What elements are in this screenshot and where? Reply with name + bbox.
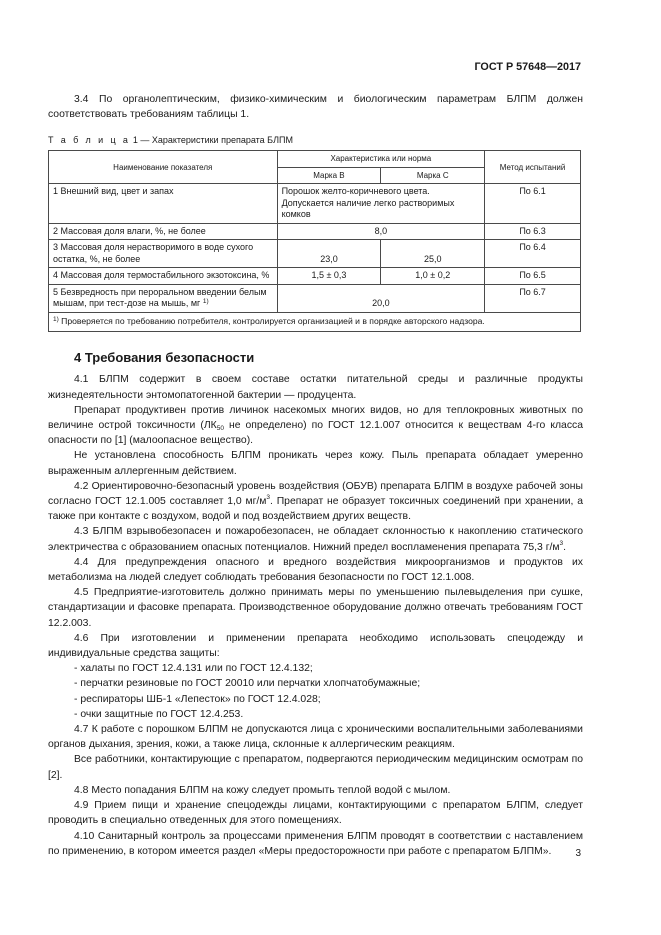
row-name <box>49 284 278 312</box>
paragraph-4-5: 4.5 Предприятие-изготовитель должно принимать меры по уменьшению пылевыделения при сушке, стандартизации и фасовке препарата. Производственное оборудование должно отвечать требованиям ГОСТ 12.2.003. <box>48 587 583 629</box>
header-grade-c: Марка C <box>381 167 485 184</box>
table-footnote <box>49 312 581 332</box>
row-name-text: 5 Безвредность при пероральном введении белым мышам, при тест-дозе на мышь, мг <box>53 286 267 309</box>
table-header-row <box>49 151 581 168</box>
row-value-grade-b: 23,0 <box>277 240 381 268</box>
list-item: - респираторы ШБ-1 «Лепесток» по ГОСТ 12.4.028; <box>74 693 321 705</box>
footnote-mark: 1) <box>53 315 59 323</box>
table-row <box>49 223 581 240</box>
header-characteristic: Характеристика или норма <box>277 151 485 168</box>
paragraph-toxicity <box>48 403 583 449</box>
paragraph-skin: Не установлена способность БЛПМ проникать через кожу. Пыль препарата обладает умеренно выраженным аллергенным действием. <box>48 450 583 477</box>
footnote-reference: 1) <box>202 298 209 306</box>
row-method: По 6.1 <box>485 184 581 224</box>
header-grade-b: Марка B <box>277 167 381 184</box>
paragraph-4-6: 4.6 При изготовлении и применении препарата необходимо использовать спецодежду и индивидуальные средства защиты: <box>48 632 583 660</box>
row-method: По 6.3 <box>485 223 581 240</box>
page-content <box>48 92 583 859</box>
list-item: - очки защитные по ГОСТ 12.4.253. <box>74 708 244 720</box>
row-method: По 6.7 <box>485 284 581 312</box>
text-part: Препарат продуктивен против личинок насекомых многих видов, но для теплокровных животных по величине острой токсичности (ЛК <box>48 404 583 432</box>
paragraph-4-3 <box>48 524 583 554</box>
superscript: 3 <box>266 494 271 502</box>
paragraph-4-9: 4.9 Прием пищи и хранение спецодежды лицами, контактирующими с препаратом БЛПМ, следует проводить в специально отведенных для этого помещениях. <box>48 800 583 827</box>
table-caption-prefix: Т а б л и ц а <box>48 135 131 146</box>
row-value: 8,0 <box>277 223 485 240</box>
document-header: ГОСТ Р 57648—2017 <box>474 61 581 73</box>
row-name: 1 Внешний вид, цвет и запах <box>49 184 278 224</box>
footnote-text: Проверяется по требованию потребителя, контролируется организацией и в порядке авторского надзора. <box>58 315 485 326</box>
row-value-grade-c: 1,0 ± 0,2 <box>381 268 485 285</box>
header-test-method: Метод испытаний <box>485 151 581 184</box>
row-value: Порошок желто-коричневого цвета. Допускается наличие легко растворимых комков <box>277 184 485 224</box>
list-item: - халаты по ГОСТ 12.4.131 или по ГОСТ 12.4.132; <box>74 663 313 675</box>
paragraph-4-7: 4.7 К работе с порошком БЛПМ не допускаются лица с хроническими воспалительными заболеваниями органов дыхания, зрения, кожи, а также лица, склонные к аллергическим реакциям. <box>48 724 583 751</box>
paragraph-4-1: 4.1 БЛПМ содержит в своем составе остатки питательной среды и различные продукты жизнедеятельности энтомопатогенной бактерии — продуцента. <box>48 374 583 401</box>
row-name: 3 Массовая доля нерастворимого в воде сухого остатка, %, не более <box>49 240 278 268</box>
text-part: . Препарат не образует токсичных соединений при хранении, а также при контакте с воздухом, водой и под воздействием других веществ. <box>48 496 583 523</box>
superscript: 3 <box>559 539 564 547</box>
subscript: 50 <box>216 425 224 433</box>
row-method: По 6.5 <box>485 268 581 285</box>
intro-paragraph: 3.4 По органолептическим, физико-химическим и биологическим параметрам БЛПМ должен соответствовать требованиям таблицы 1. <box>48 94 583 121</box>
page-number: 3 <box>575 848 581 859</box>
header-indicator-name: Наименование показателя <box>49 151 278 184</box>
section-title: 4 Требования безопасности <box>74 350 255 366</box>
text-part: не определено) по ГОСТ 12.1.007 относится к веществам 4-го класса опасности по [1] (малоопасное вещество). <box>48 420 583 447</box>
text-part: 4.3 БЛПМ взрывобезопасен и пожаробезопасен, не обладает склонностью к накоплению статического электричества с образованием опасных потенциалов. Нижний предел воспламенения препарата 75,3 г/м <box>48 526 583 553</box>
row-value: 20,0 <box>277 284 485 312</box>
row-name: 2 Массовая доля влаги, %, не более <box>49 223 278 240</box>
list-item: - перчатки резиновые по ГОСТ 20010 или перчатки хлопчатобумажные; <box>74 678 421 690</box>
characteristics-table <box>48 150 581 332</box>
table-caption-title: 1 — Характеристики препарата БЛПМ <box>132 135 293 146</box>
paragraph-4-2 <box>48 479 583 525</box>
row-name: 4 Массовая доля термостабильного экзотоксина, % <box>49 268 278 285</box>
row-value-grade-b: 1,5 ± 0,3 <box>277 268 381 285</box>
table-row <box>49 284 581 312</box>
table-footnote-row <box>49 312 581 332</box>
table-row <box>49 240 581 268</box>
paragraph-medical: Все работники, контактирующие с препаратом, подвергаются периодическим медицинским осмотрам по [2]. <box>48 754 583 781</box>
text-part: 4.2 Ориентировочно-безопасный уровень воздействия (ОБУВ) препарата БЛПМ в воздухе рабочей зоны согласно ГОСТ 12.1.005 составляет 1,0 мг/м <box>48 480 583 508</box>
row-method: По 6.4 <box>485 240 581 268</box>
paragraph-4-4: 4.4 Для предупреждения опасного и вредного воздействия микроорганизмов и продуктов их метаболизма на людей следует соблюдать требования безопасности по ГОСТ 12.1.008. <box>48 556 583 584</box>
paragraph-4-10: 4.10 Санитарный контроль за процессами применения БЛПМ проводят в соответствии с наставлением по применению, в котором имеется раздел «Меры предосторожности при работе с препаратом БЛПМ». <box>48 830 583 857</box>
table-row <box>49 268 581 285</box>
table-caption <box>48 134 583 146</box>
paragraph-4-8: 4.8 Место попадания БЛПМ на кожу следует промыть теплой водой с мылом. <box>74 784 451 796</box>
text-part: . <box>563 541 567 553</box>
table-row <box>49 184 581 224</box>
row-value-grade-c: 25,0 <box>381 240 485 268</box>
